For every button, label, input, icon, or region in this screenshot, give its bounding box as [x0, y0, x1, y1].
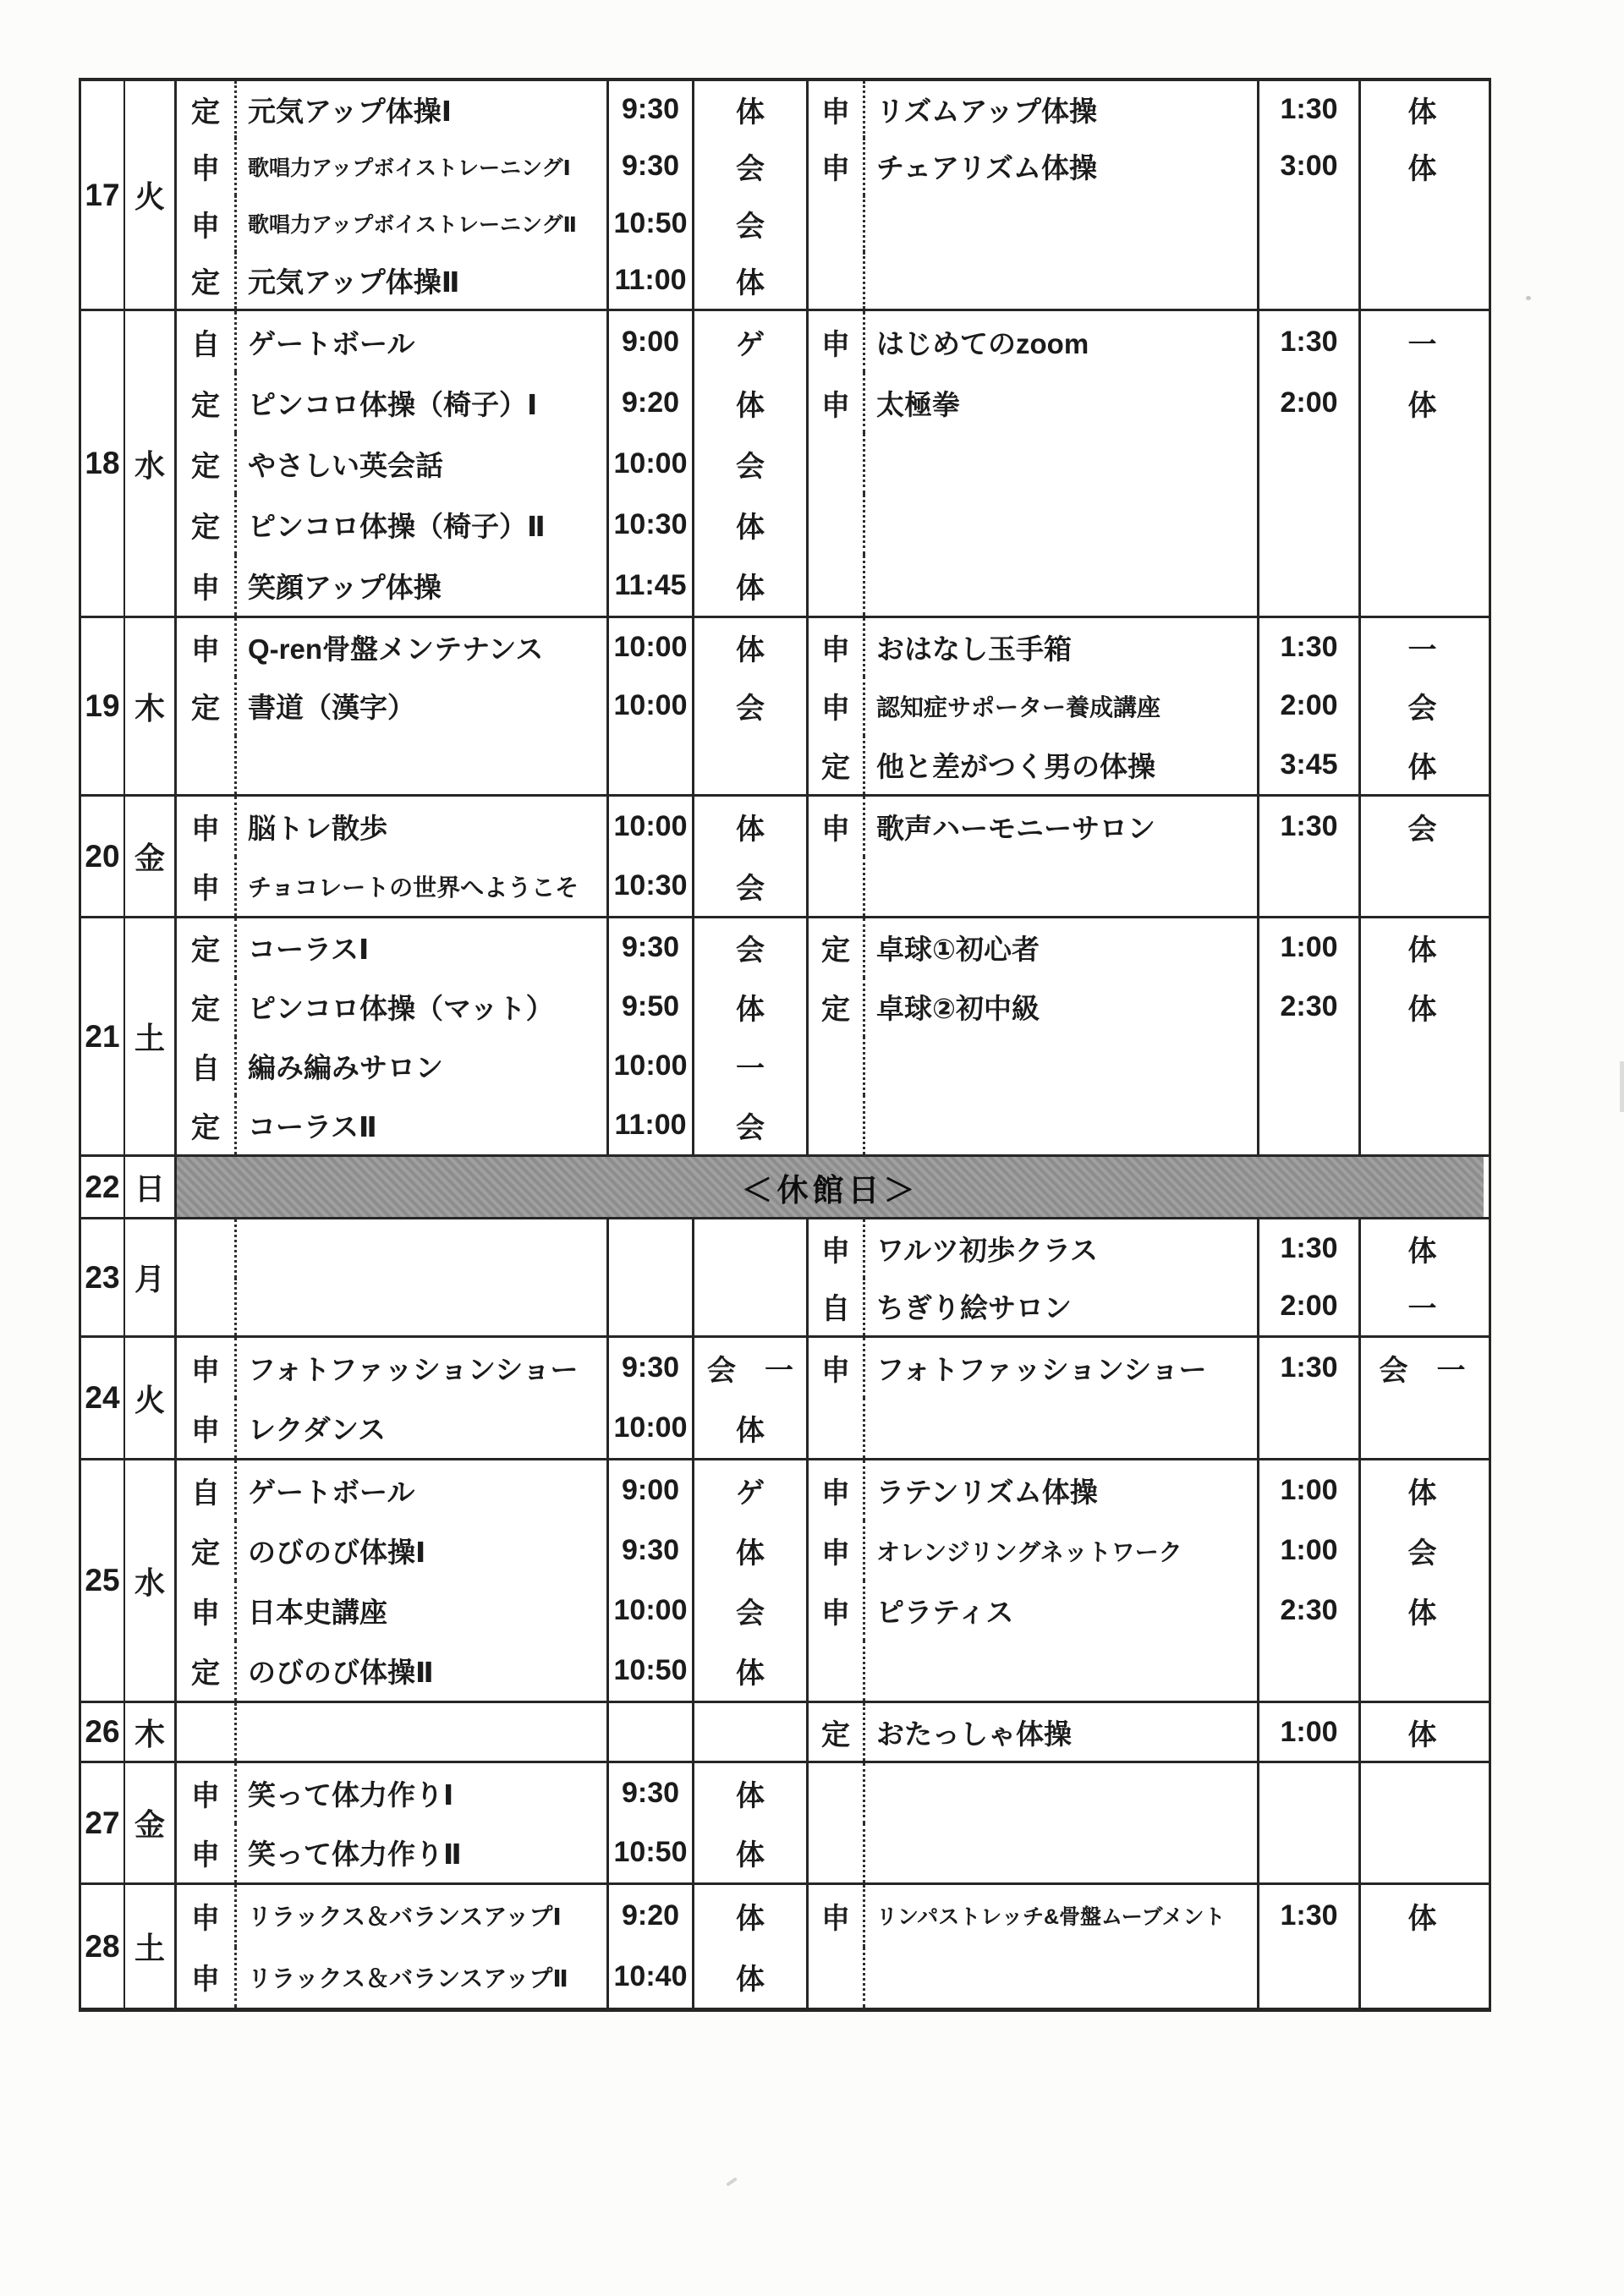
availability-marker: [809, 1641, 865, 1701]
start-time: [1259, 1823, 1361, 1883]
day-of-week-cell: 水: [125, 1460, 177, 1701]
activity-name: 笑って体力作りⅠ: [237, 1763, 609, 1823]
availability-marker: 自: [809, 1278, 865, 1336]
venue-mark: ゲ: [694, 311, 809, 372]
start-time: [1259, 555, 1361, 616]
availability-marker: 申: [809, 1219, 865, 1278]
day-of-week-cell: 金: [125, 1763, 177, 1882]
availability-marker: [177, 1703, 237, 1761]
venue-mark: 一: [694, 1037, 809, 1096]
start-time: 2:30: [1259, 978, 1361, 1037]
availability-marker: [809, 857, 865, 917]
day-row-23: [81, 1219, 1489, 1338]
day-number-cell: 24: [81, 1338, 125, 1458]
availability-marker: 申: [177, 195, 237, 252]
venue-mark: [1361, 1398, 1484, 1458]
activity-name: ピンコロ体操（椅子）Ⅱ: [237, 494, 609, 555]
availability-marker: 申: [809, 1460, 865, 1521]
activity-name: 日本史講座: [237, 1581, 609, 1641]
start-time: 10:00: [609, 618, 694, 677]
day-number-cell: 25: [81, 1460, 125, 1701]
activity-name: [865, 857, 1259, 917]
venue-mark: [1361, 433, 1484, 494]
venue-mark: [1361, 1037, 1484, 1096]
schedule-table: [79, 78, 1491, 2012]
availability-marker: 自: [177, 311, 237, 372]
availability-marker: [809, 1398, 865, 1458]
activity-name: はじめてのzoom: [865, 311, 1259, 372]
availability-marker: 申: [177, 1823, 237, 1883]
availability-marker: 申: [177, 1398, 237, 1458]
venue-mark: 会: [694, 433, 809, 494]
availability-marker: [809, 1947, 865, 2008]
start-time: 1:30: [1259, 1885, 1361, 1947]
start-time: [1259, 1037, 1361, 1096]
start-time: 1:30: [1259, 1338, 1361, 1398]
day-number-cell: 20: [81, 797, 125, 916]
venue-mark: 体: [694, 252, 809, 309]
availability-marker: 申: [177, 138, 237, 195]
start-time: 10:00: [609, 1037, 694, 1096]
availability-marker: [809, 252, 865, 309]
start-time: 10:00: [609, 1398, 694, 1458]
venue-mark: 体: [694, 1947, 809, 2008]
availability-marker: 申: [809, 81, 865, 138]
day-row-24: [81, 1338, 1489, 1460]
start-time: 10:00: [609, 797, 694, 857]
start-time: 1:00: [1259, 1703, 1361, 1761]
start-time: 10:30: [609, 494, 694, 555]
start-time: 9:00: [609, 1460, 694, 1521]
availability-marker: 申: [809, 1885, 865, 1947]
venue-mark: 体: [694, 1521, 809, 1581]
activity-name: おはなし玉手箱: [865, 618, 1259, 677]
start-time: [1259, 494, 1361, 555]
activity-name: [237, 1219, 609, 1278]
start-time: [1259, 433, 1361, 494]
start-time: 2:00: [1259, 1278, 1361, 1336]
activity-name: フォトファッションショー: [865, 1338, 1259, 1398]
availability-marker: 申: [809, 311, 865, 372]
activity-name: リラックス＆バランスアップⅠ: [237, 1885, 609, 1947]
start-time: 10:00: [609, 677, 694, 735]
venue-mark: [1361, 1763, 1484, 1823]
day-number-cell: 26: [81, 1703, 125, 1761]
availability-marker: 申: [809, 138, 865, 195]
venue-mark: ゲ: [694, 1460, 809, 1521]
availability-marker: [809, 1037, 865, 1096]
day-of-week-cell: 火: [125, 81, 177, 309]
venue-mark: [1361, 1823, 1484, 1883]
start-time: 1:30: [1259, 618, 1361, 677]
availability-marker: [809, 1763, 865, 1823]
venue-mark: 体: [1407, 994, 1437, 1027]
availability-marker: [809, 1823, 865, 1883]
venue-mark: 会 一: [694, 1338, 809, 1398]
start-time: 9:20: [609, 372, 694, 433]
activity-name: [865, 555, 1259, 616]
availability-marker: [809, 195, 865, 252]
activity-name: [865, 1037, 1259, 1096]
activity-name: リンパストレッチ&骨盤ムーブメント: [865, 1885, 1259, 1947]
start-time: 11:00: [609, 1095, 694, 1154]
day-of-week-cell: 水: [125, 311, 177, 616]
venue-mark: [1361, 494, 1484, 555]
start-time: [1259, 1641, 1361, 1701]
start-time: 10:30: [609, 857, 694, 917]
venue-mark: 体: [694, 1398, 809, 1458]
day-of-week-cell: 木: [125, 618, 177, 794]
start-time: [1259, 1398, 1361, 1458]
venue-mark: 体: [694, 494, 809, 555]
availability-marker: 申: [177, 1763, 237, 1823]
availability-marker: [809, 1095, 865, 1154]
availability-marker: 自: [177, 1460, 237, 1521]
activity-name: フォトファッションショー: [237, 1338, 609, 1398]
start-time: 9:30: [609, 918, 694, 978]
activity-name: Q-ren骨盤メンテナンス: [237, 618, 609, 677]
activity-name: [865, 494, 1259, 555]
activity-name: 編み編みサロン: [237, 1037, 609, 1096]
activity-name: チェアリズム体操: [865, 138, 1259, 195]
availability-marker: 申: [809, 677, 865, 735]
availability-marker: 申: [809, 1581, 865, 1641]
availability-marker: 申: [177, 618, 237, 677]
venue-mark: 体: [694, 1641, 809, 1701]
venue-mark: 会: [1407, 693, 1437, 726]
day-number-cell: 17: [81, 81, 125, 309]
day-of-week-cell: 金: [125, 797, 177, 916]
activity-name: [865, 195, 1259, 252]
day-of-week-cell: 木: [125, 1703, 177, 1761]
activity-name: 笑顔アップ体操: [237, 555, 609, 616]
start-time: [609, 1219, 694, 1278]
availability-marker: 定: [809, 978, 865, 1037]
activity-name: オレンジリングネットワーク: [865, 1521, 1259, 1581]
activity-name: 太極拳: [865, 372, 1259, 433]
start-time: 1:00: [1259, 918, 1361, 978]
venue-mark: 体: [1407, 751, 1437, 784]
start-time: [1259, 1947, 1361, 2008]
availability-marker: 定: [177, 1521, 237, 1581]
venue-mark: [1361, 195, 1484, 252]
start-time: 9:30: [609, 1338, 694, 1398]
activity-name: のびのび体操Ⅱ: [237, 1641, 609, 1701]
availability-marker: 申: [177, 857, 237, 917]
venue-mark: 会: [694, 1095, 809, 1154]
venue-mark: [1361, 555, 1484, 616]
day-of-week-cell: 月: [125, 1219, 177, 1335]
day-row-27: [81, 1763, 1489, 1885]
start-time: 1:30: [1259, 1219, 1361, 1278]
activity-name: [865, 1947, 1259, 2008]
start-time: 1:30: [1259, 311, 1361, 372]
start-time: 11:45: [609, 555, 694, 616]
venue-mark: 一: [1407, 328, 1437, 361]
venue-mark: 会: [694, 195, 809, 252]
start-time: 1:00: [1259, 1460, 1361, 1521]
activity-name: リズムアップ体操: [865, 81, 1259, 138]
venue-mark: 体: [694, 1763, 809, 1823]
activity-name: 脳トレ散歩: [237, 797, 609, 857]
venue-mark: 体: [694, 618, 809, 677]
day-of-week-cell: 土: [125, 1885, 177, 2008]
venue-mark: 体: [1407, 1597, 1437, 1630]
availability-marker: 定: [177, 494, 237, 555]
activity-name: ピラティス: [865, 1581, 1259, 1641]
start-time: [1259, 252, 1361, 309]
scan-edge-smudge: [1620, 1061, 1624, 1112]
availability-marker: 定: [809, 918, 865, 978]
availability-marker: [177, 1278, 237, 1336]
activity-name: やさしい英会話: [237, 433, 609, 494]
day-row-26: [81, 1703, 1489, 1763]
venue-mark: 会: [694, 1581, 809, 1641]
start-time: [1259, 857, 1361, 917]
day-number-cell: 19: [81, 618, 125, 794]
day-number-cell: 27: [81, 1763, 125, 1882]
venue-mark: 体: [694, 978, 809, 1037]
day-number-cell: 22: [81, 1157, 125, 1217]
availability-marker: 申: [177, 797, 237, 857]
activity-name: [865, 1641, 1259, 1701]
availability-marker: 申: [809, 1521, 865, 1581]
availability-marker: 定: [177, 1095, 237, 1154]
activity-name: 他と差がつく男の体操: [865, 736, 1259, 794]
availability-marker: [809, 555, 865, 616]
start-time: 9:50: [609, 978, 694, 1037]
day-row-18: [81, 311, 1489, 618]
start-time: 11:00: [609, 252, 694, 309]
venue-mark: 体: [1407, 389, 1437, 422]
start-time: [609, 1278, 694, 1336]
activity-name: レクダンス: [237, 1398, 609, 1458]
availability-marker: 定: [177, 677, 237, 735]
start-time: 10:00: [609, 1581, 694, 1641]
activity-name: 認知症サポーター養成講座: [865, 677, 1259, 735]
activity-name: [865, 252, 1259, 309]
day-row-22: [81, 1157, 1489, 1219]
day-row-21: [81, 918, 1489, 1157]
activity-name: ワルツ初歩クラス: [865, 1219, 1259, 1278]
activity-name: [237, 1703, 609, 1761]
start-time: 10:40: [609, 1947, 694, 2008]
activity-name: チョコレートの世界へようこそ: [237, 857, 609, 917]
start-time: 9:30: [609, 138, 694, 195]
availability-marker: 自: [177, 1037, 237, 1096]
venue-mark: 会: [1407, 1537, 1437, 1570]
availability-marker: 定: [177, 978, 237, 1037]
activity-name: [865, 1095, 1259, 1154]
activity-name: 卓球①初心者: [865, 918, 1259, 978]
start-time: 2:30: [1259, 1581, 1361, 1641]
day-number-cell: 23: [81, 1219, 125, 1335]
venue-mark: [694, 1703, 809, 1761]
day-number-cell: 28: [81, 1885, 125, 2008]
venue-mark: [1361, 1641, 1484, 1701]
venue-mark: 会: [694, 677, 809, 735]
start-time: [609, 736, 694, 794]
start-time: 9:30: [609, 1763, 694, 1823]
scan-speck: [726, 2177, 738, 2186]
venue-mark: 一: [1407, 634, 1437, 667]
venue-mark: 会: [694, 918, 809, 978]
availability-marker: 申: [809, 372, 865, 433]
start-time: 2:00: [1259, 372, 1361, 433]
venue-mark: 体: [1407, 1718, 1437, 1751]
availability-marker: 申: [177, 555, 237, 616]
venue-mark: 会: [694, 857, 809, 917]
availability-marker: 定: [809, 736, 865, 794]
day-row-25: [81, 1460, 1489, 1703]
holiday-band: ＜休館日＞: [177, 1157, 1484, 1217]
activity-name: [865, 1763, 1259, 1823]
start-time: 10:50: [609, 195, 694, 252]
venue-mark: [694, 1219, 809, 1278]
day-row-19: [81, 618, 1489, 797]
venue-mark: 体: [1407, 1902, 1437, 1935]
start-time: [1259, 1095, 1361, 1154]
availability-marker: [809, 494, 865, 555]
venue-mark: [1361, 857, 1484, 917]
availability-marker: 申: [809, 1338, 865, 1398]
start-time: 9:30: [609, 1521, 694, 1581]
activity-name: 書道（漢字）: [237, 677, 609, 735]
start-time: 10:00: [609, 433, 694, 494]
activity-name: 元気アップ体操Ⅰ: [237, 81, 609, 138]
activity-name: ピンコロ体操（椅子）Ⅰ: [237, 372, 609, 433]
venue-mark: 体: [1407, 153, 1437, 186]
availability-marker: 定: [177, 81, 237, 138]
availability-marker: 定: [177, 372, 237, 433]
venue-mark: [694, 1278, 809, 1336]
start-time: 2:00: [1259, 677, 1361, 735]
activity-name: ゲートボール: [237, 311, 609, 372]
activity-name: 歌唱力アップボイストレーニングⅡ: [237, 195, 609, 252]
venue-mark: 体: [694, 555, 809, 616]
availability-marker: 申: [177, 1947, 237, 2008]
venue-mark: 体: [694, 81, 809, 138]
activity-name: [237, 1278, 609, 1336]
start-time: [609, 1703, 694, 1761]
activity-name: ピンコロ体操（マット）: [237, 978, 609, 1037]
start-time: [1259, 1763, 1361, 1823]
activity-name: [237, 736, 609, 794]
day-of-week-cell: 火: [125, 1338, 177, 1458]
start-time: [1259, 195, 1361, 252]
activity-name: 元気アップ体操Ⅱ: [237, 252, 609, 309]
availability-marker: 定: [177, 1641, 237, 1701]
availability-marker: 申: [177, 1885, 237, 1947]
venue-mark: 体: [694, 1885, 809, 1947]
venue-mark: 体: [694, 1823, 809, 1883]
availability-marker: 申: [177, 1581, 237, 1641]
availability-marker: 定: [177, 433, 237, 494]
activity-name: コーラスⅡ: [237, 1095, 609, 1154]
venue-mark: 体: [1407, 96, 1437, 129]
activity-name: [865, 1823, 1259, 1883]
start-time: 9:20: [609, 1885, 694, 1947]
availability-marker: 定: [177, 918, 237, 978]
activity-name: [865, 1398, 1259, 1458]
venue-mark: 会: [694, 138, 809, 195]
day-number-cell: 21: [81, 918, 125, 1154]
day-of-week-cell: 土: [125, 918, 177, 1154]
activity-name: ラテンリズム体操: [865, 1460, 1259, 1521]
activity-name: 歌唱力アップボイストレーニングⅠ: [237, 138, 609, 195]
day-number-cell: 18: [81, 311, 125, 616]
day-row-20: [81, 797, 1489, 918]
availability-marker: 申: [177, 1338, 237, 1398]
activity-name: ちぎり絵サロン: [865, 1278, 1259, 1336]
availability-marker: [177, 1219, 237, 1278]
start-time: 10:50: [609, 1641, 694, 1701]
start-time: 1:30: [1259, 81, 1361, 138]
start-time: 3:00: [1259, 138, 1361, 195]
venue-mark: [1361, 252, 1484, 309]
venue-mark: 体: [1407, 1477, 1437, 1510]
activity-name: リラックス＆バランスアップⅡ: [237, 1947, 609, 2008]
activity-name: [865, 433, 1259, 494]
activity-name: コーラスⅠ: [237, 918, 609, 978]
activity-name: のびのび体操Ⅰ: [237, 1521, 609, 1581]
activity-name: 笑って体力作りⅡ: [237, 1823, 609, 1883]
day-of-week-cell: 日: [125, 1157, 177, 1217]
day-row-28: [81, 1885, 1489, 2008]
availability-marker: 申: [809, 797, 865, 857]
start-time: 1:00: [1259, 1521, 1361, 1581]
start-time: 9:30: [609, 81, 694, 138]
activity-name: おたっしゃ体操: [865, 1703, 1259, 1761]
availability-marker: [177, 736, 237, 794]
venue-mark: [694, 736, 809, 794]
availability-marker: 定: [809, 1703, 865, 1761]
venue-mark: 会: [1407, 813, 1437, 846]
activity-name: 歌声ハーモニーサロン: [865, 797, 1259, 857]
day-row-17: [81, 81, 1489, 311]
venue-mark: 体: [694, 372, 809, 433]
start-time: 3:45: [1259, 736, 1361, 794]
venue-mark: [1361, 1095, 1484, 1154]
venue-mark: 体: [1407, 934, 1437, 967]
scan-speck: [1526, 296, 1531, 300]
availability-marker: 定: [177, 252, 237, 309]
availability-marker: [809, 433, 865, 494]
availability-marker: 申: [809, 618, 865, 677]
venue-mark: 一: [1407, 1293, 1437, 1326]
activity-name: 卓球②初中級: [865, 978, 1259, 1037]
start-time: 9:00: [609, 311, 694, 372]
venue-mark: 会 一: [1379, 1355, 1466, 1387]
venue-mark: [1361, 1947, 1484, 2008]
activity-name: ゲートボール: [237, 1460, 609, 1521]
venue-mark: 体: [694, 797, 809, 857]
start-time: 1:30: [1259, 797, 1361, 857]
start-time: 10:50: [609, 1823, 694, 1883]
venue-mark: 体: [1407, 1235, 1437, 1268]
